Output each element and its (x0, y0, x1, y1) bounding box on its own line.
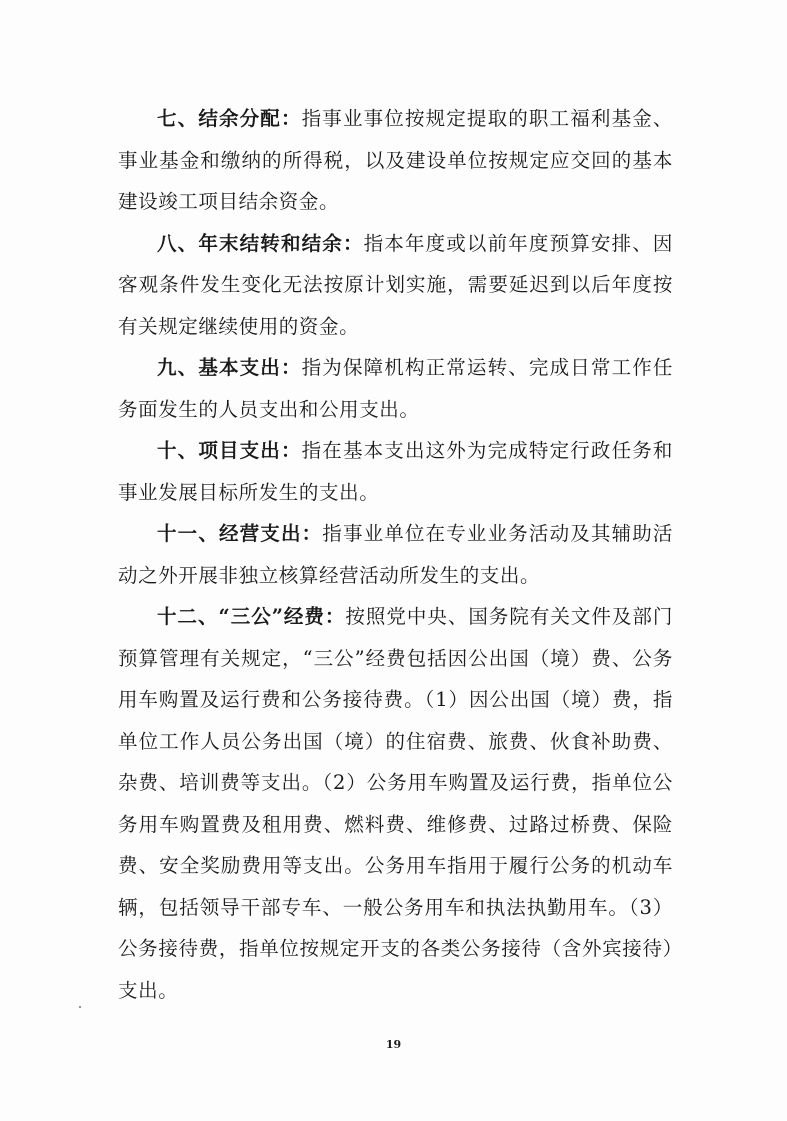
paragraph-11-operating-expenditure (118, 513, 673, 596)
page-number: 19 (385, 1038, 402, 1051)
paragraph-term: 九、基本支出： (157, 356, 302, 379)
paragraph-8-year-end-carryover (118, 223, 673, 348)
paragraph-text: 指在基本支出这外为完成特定行政任务和事业发展目标所发生的支出。 (118, 439, 673, 504)
scan-speck (79, 1006, 81, 1008)
paragraph-term: 十二、“三公”经费： (157, 605, 346, 628)
paragraph-text: 指事业单位在专业业务活动及其辅助活动之外开展非独立核算经营活动所发生的支出。 (118, 522, 673, 587)
paragraph-10-project-expenditure (118, 430, 673, 513)
paragraph-term: 十、项目支出： (157, 439, 302, 462)
paragraph-text: 按照党中央、国务院有关文件及部门预算管理有关规定，“三公”经费包括因公出国（境）费、公务用车购置及运行费和公务接待费。（1）因公出国（境）费，指单位工作人员公务出国（境）的住宿费、旅费、伙食补助费、杂费、培训费等支出。（2）公务用车购置及运行费，指单位公务用车购置费及租用费、燃料费、维修费、过路过桥费、保险费、安全奖励费用等支出。公务用车指用于履行公务的机动车辆，包括领导干部专车、一般公务用车和执法执勤用车。（3）公务接待费，指单位按规定开支的各类公务接待（含外宾接待）支出。 (118, 605, 673, 1002)
document-body (118, 98, 673, 1011)
paragraph-term: 八、年末结转和结余： (157, 231, 364, 255)
paragraph-text: 指事业事位按规定提取的职工福利基金、事业基金和缴纳的所得税，以及建设单位按规定应交回的基本建设竣工项目结余资金。 (118, 107, 673, 213)
paragraph-text: 指为保障机构正常运转、完成日常工作任务面发生的人员支出和公用支出。 (118, 356, 673, 421)
paragraph-text: 指本年度或以前年度预算安排、因客观条件发生变化无法按原计划实施，需要延迟到以后年度按有关规定继续使用的资金。 (118, 231, 673, 338)
paragraph-12-three-public-expenses (118, 596, 673, 1011)
paragraph-term: 十一、经营支出： (157, 522, 323, 545)
paragraph-7-surplus-distribution (118, 98, 673, 223)
paragraph-9-basic-expenditure (118, 347, 673, 430)
paragraph-term: 七、结余分配： (157, 107, 302, 130)
